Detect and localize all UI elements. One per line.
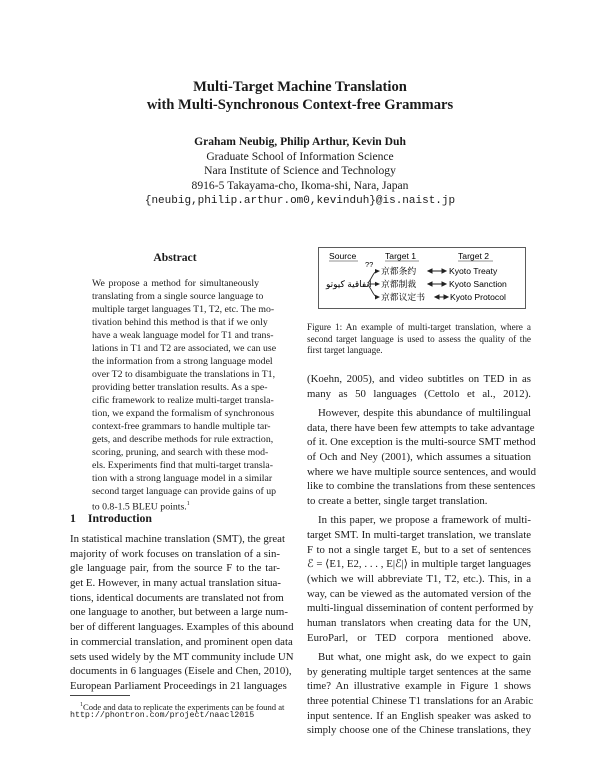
section-title: Introduction	[87, 511, 152, 525]
footnote-label: Code and data to replicate the experiments can be found at	[83, 701, 285, 712]
text-line: human translators when creating data for the UN,	[307, 617, 531, 629]
figure-t2-row2: Kyoto Sanction	[449, 279, 507, 289]
text-line: second target language is used to assess the quality of the	[307, 333, 531, 344]
abstract-footnote-mark: 1	[186, 501, 190, 507]
text-line: gets, and describe methods for rule extraction,	[92, 434, 274, 445]
text-line: the information from a strong language model	[92, 356, 273, 367]
text-line: We propose a method for simultaneously	[92, 278, 259, 289]
footnote-rule	[70, 695, 130, 696]
figure-header-target-2: Target 2	[458, 251, 490, 261]
text-line: els. Experiments find that multi-target transla-	[92, 460, 274, 471]
text-line: tion, we expand the formalism of synchronous	[92, 408, 275, 419]
text-line: lations in T1 and T2 are associated, we can use	[92, 343, 277, 354]
text-line: input sentence. If an English speaker was asked to	[307, 709, 531, 722]
abstract-heading: Abstract	[153, 251, 197, 264]
text-line: However, despite this abundance of multilingual	[318, 406, 531, 419]
affiliation-line-2: Nara Institute of Science and Technology	[204, 164, 396, 177]
text-line: tions, identical documents are translated not from	[70, 591, 284, 604]
text-line: multi-lingual dissemination of content performed by	[307, 602, 534, 615]
footnote-url[interactable]: http://phontron.com/project/naacl2015	[70, 711, 255, 720]
text-line: documents in 6 languages (Eisele and Chen, 2010),	[70, 665, 292, 678]
text-line: In statistical machine translation (SMT), the great	[70, 533, 285, 545]
text-line: scoring, pruning, and search with these mod-	[92, 447, 269, 458]
paragraph-p1	[307, 372, 531, 401]
text-line: many as 50 languages (Cettolo et al., 2012).	[307, 387, 531, 400]
figure-t2-row1: Kyoto Treaty	[449, 266, 498, 276]
text-line: tion with a strong language model in a similar	[92, 473, 273, 484]
intro-body	[70, 532, 294, 694]
text-line: second target language can provide gains of up	[92, 486, 276, 497]
paragraph-p2	[307, 406, 537, 509]
text-line: over T2 to disambiguate the translations in T1,	[92, 369, 276, 380]
abstract-last-line: to 0.8-1.5 BLEU points.	[92, 501, 187, 513]
text-line: F to not a single target E, but to a set of sentences	[307, 543, 531, 556]
text-line: way, can be viewed as the automated version of the	[307, 587, 531, 600]
figure-t2-row3: Kyoto Protocol	[450, 292, 506, 302]
text-line: by generating multiple target sentences at the same	[307, 665, 531, 678]
affiliation-line-1: Graduate School of Information Science	[206, 150, 394, 163]
text-line: have a weak language model for T1 and trans-	[92, 330, 274, 341]
section-heading-introduction	[70, 511, 152, 526]
text-line: of Och and Ney (2001), which assumes a situation	[307, 450, 531, 463]
paper-title-line-2: with Multi-Synchronous Context-free Grammars	[146, 97, 454, 113]
footnote-mark: 1	[80, 702, 83, 708]
paragraph-p4	[307, 650, 534, 738]
text-line: context-free grammars to handle multiple tar-	[92, 421, 271, 432]
figure-t1-row3: 京都议定书	[381, 292, 425, 302]
text-line: first target language.	[307, 345, 383, 356]
figure-source-arabic: اتفاقية كيوتو	[326, 279, 372, 289]
text-line: one language to another, but between a large num-	[70, 606, 288, 619]
text-line	[92, 498, 259, 511]
text-line: providing better translation results. As a spe-	[92, 382, 268, 393]
arrow-source-to-t1-row1	[368, 271, 379, 283]
text-line: in commercial translation, and prominent open data	[70, 635, 293, 648]
text-line: But what, one might ask, do we expect to gain	[318, 650, 531, 663]
abstract-body	[92, 277, 277, 513]
text-line: to create a better, single target translation.	[307, 495, 488, 507]
figure-1	[318, 247, 526, 309]
text-line: Figure 1: An example of multi-target translation, where a	[307, 322, 531, 332]
section-number: 1	[70, 511, 76, 525]
text-line: tivation behind this method is that if we only	[92, 317, 268, 328]
text-line: In this paper, we propose a framework of multi-	[318, 514, 531, 527]
figure-1-caption	[307, 322, 531, 357]
figure-header-source: Source	[329, 251, 357, 261]
text-line: of it. One exception is the multi-source SMT method	[307, 436, 536, 449]
text-line: (which we will abbreviate T1, T2, etc.). This, in a	[307, 572, 531, 585]
author-names: Graham Neubig, Philip Arthur, Kevin Duh	[194, 135, 406, 148]
text-line: where we have multiple source sentences, and would	[307, 465, 537, 478]
figure-t1-row1: 京都条约	[381, 266, 417, 276]
text-line: data, there have been few attempts to take advantage	[307, 421, 535, 434]
arrow-source-to-t1-row3	[368, 285, 379, 297]
text-line: time? An illustrative example in Figure 1 shows	[307, 680, 531, 693]
text-line: sets used widely by the MT community include UN	[70, 650, 294, 663]
text-line: EuroParl, or TED corpora mentioned above.	[307, 631, 531, 644]
figure-header-target-1: Target 1	[385, 251, 417, 261]
paper-title-line-1: Multi-Target Machine Translation	[193, 79, 407, 95]
text-line: gle language pair, from the source F to the tar-	[70, 562, 280, 575]
text-line: like to combine the translations from these sentences	[307, 480, 536, 493]
text-line: majority of work focuses on translation of a sin-	[70, 547, 280, 560]
text-line: European Parliament Proceedings in 21 languages	[70, 679, 287, 692]
paragraph-p3	[307, 513, 534, 645]
text-line: ber of different languages. Examples of this abound	[70, 621, 294, 634]
figure-question-marks: ??	[365, 260, 374, 269]
author-email: {neubig,philip.arthur.om0,kevinduh}@is.naist.jp	[144, 195, 456, 207]
text-line: ℰ = ⟨E1, E2, . . . , E|ℰ|⟩ in multiple target languages	[307, 558, 531, 571]
text-line: get E. However, in many actual translation situa-	[70, 577, 281, 590]
text-line: translating from a single source language to	[92, 291, 264, 302]
right-column-body	[307, 372, 537, 738]
text-line: multiple target languages T1, T2, etc. The mo-	[92, 304, 275, 315]
text-line: (Koehn, 2005), and video subtitles on TED in as	[307, 373, 531, 385]
figure-t1-row2: 京都制裁	[381, 279, 417, 289]
text-line: cific framework to realize multi-target transla-	[92, 395, 274, 406]
text-line: target SMT. In multi-target translation, we translate	[307, 528, 531, 541]
text-line: three potential Chinese T1 translations for an Arabic	[307, 694, 534, 707]
address: 8916-5 Takayama-cho, Ikoma-shi, Nara, Japan	[191, 179, 409, 192]
text-line: simply choose one of the Chinese translations, they	[307, 724, 531, 737]
